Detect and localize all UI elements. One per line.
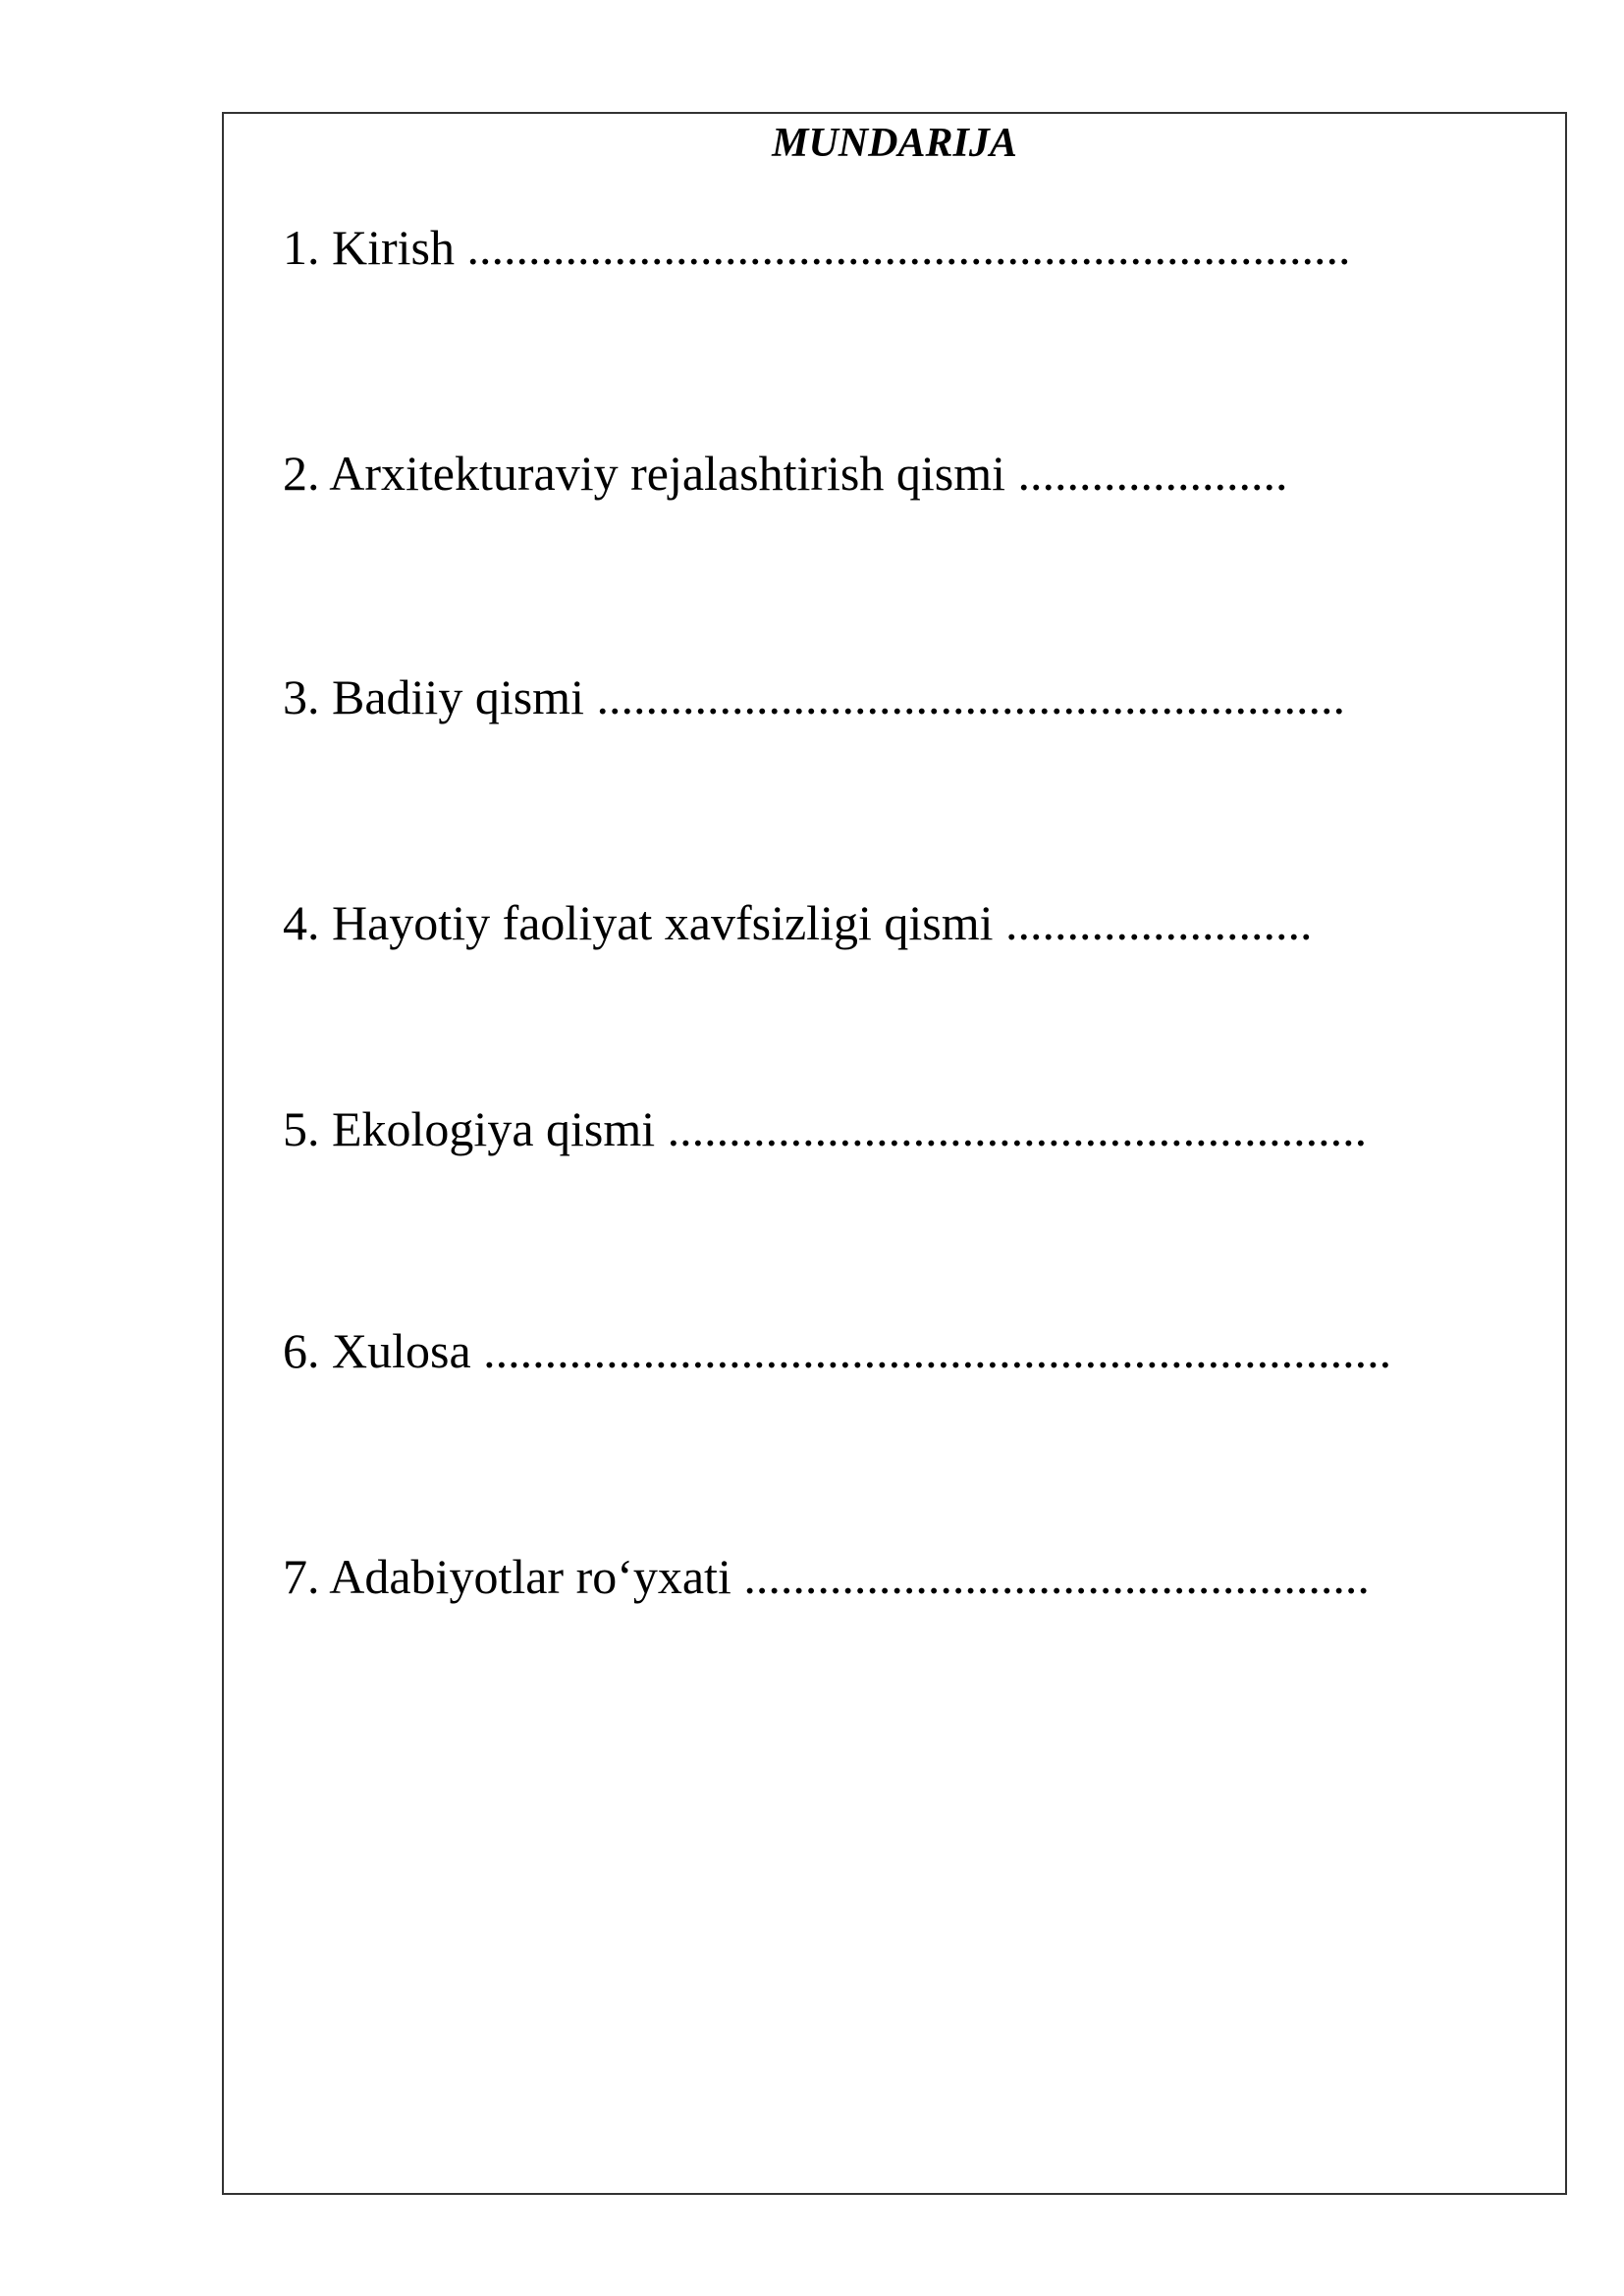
toc-number: 3.	[283, 669, 332, 724]
toc-leader: ......................	[1017, 446, 1288, 501]
toc-leader: .........................................................	[667, 1101, 1368, 1156]
toc-label: Kirish	[332, 220, 467, 275]
toc-label: Badiiy qismi	[332, 669, 597, 724]
toc-label: Arxitekturaviy rejalashtirish qismi	[329, 446, 1018, 501]
toc-label: Ekologiya qismi	[332, 1101, 668, 1156]
toc-leader: .............................................................	[596, 669, 1345, 724]
toc-label: Adabiyotlar ro‘yxati	[329, 1549, 744, 1604]
toc-number: 7.	[283, 1549, 330, 1604]
toc-item	[283, 1545, 1370, 1608]
toc-leader: ........................................................................	[466, 220, 1351, 275]
toc-item	[283, 1319, 1391, 1382]
toc-label: Xulosa	[332, 1323, 484, 1378]
toc-leader: ...................................................	[743, 1549, 1370, 1604]
toc-item	[283, 666, 1345, 728]
page-title: MUNDARIJA	[772, 121, 1017, 166]
toc-number: 1.	[283, 220, 332, 275]
toc-number: 4.	[283, 895, 332, 950]
toc-leader: ..........................................................................	[483, 1323, 1392, 1378]
toc-leader: .........................	[1005, 895, 1313, 950]
toc-number: 2.	[283, 446, 330, 501]
toc-label: Hayotiy faoliyat xavfsizligi qismi	[332, 895, 1005, 950]
toc-item	[283, 891, 1313, 954]
toc-number: 5.	[283, 1101, 332, 1156]
toc-item	[283, 1097, 1367, 1160]
toc-number: 6.	[283, 1323, 332, 1378]
toc-item	[283, 442, 1288, 505]
toc-item	[283, 216, 1351, 279]
